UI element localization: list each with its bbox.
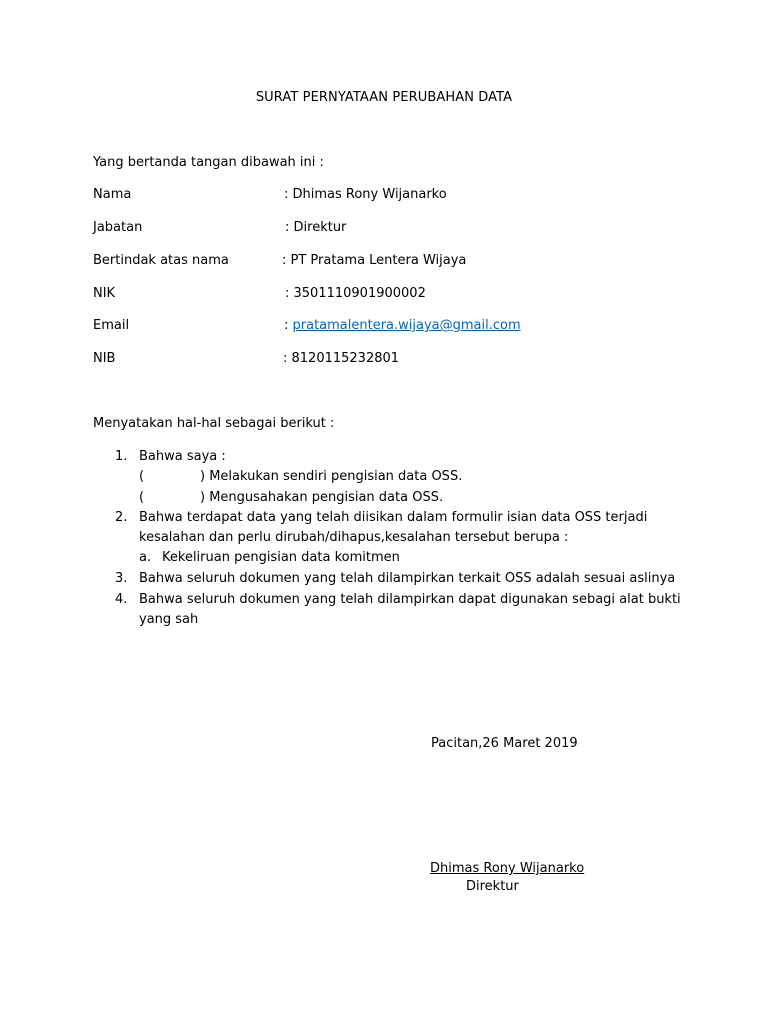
- field-label-email: Email: [93, 318, 130, 333]
- list-item-2-line2: kesalahan dan perlu dirubah/dihapus,kesalahan tersebut berupa :: [139, 530, 569, 545]
- sub-item-a-letter: a.: [139, 550, 152, 565]
- list-item-4-number: 4.: [115, 592, 128, 607]
- list-item-3-text: Bahwa seluruh dokumen yang telah dilampirkan terkait OSS adalah sesuai aslinya: [139, 571, 676, 586]
- option-2-text: ) Mengusahakan pengisian data OSS.: [200, 490, 444, 505]
- option-2-paren: (: [139, 490, 145, 505]
- signer-title: Direktur: [466, 879, 519, 894]
- list-item-1-text: Bahwa saya :: [139, 449, 226, 464]
- sub-item-a-text: Kekeliruan pengisian data komitmen: [162, 550, 400, 565]
- intro-text: Yang bertanda tangan dibawah ini :: [93, 155, 324, 170]
- list-item-2-line1: Bahwa terdapat data yang telah diisikan dalam formulir isian data OSS terjadi: [139, 510, 648, 525]
- field-value-nik: : 3501110901900002: [285, 286, 426, 301]
- field-label-nama: Nama: [93, 187, 132, 202]
- statement-heading: Menyatakan hal-hal sebagai berikut :: [93, 416, 335, 431]
- document-title: SURAT PERNYATAAN PERUBAHAN DATA: [255, 90, 513, 105]
- list-item-4-line1: Bahwa seluruh dokumen yang telah dilampirkan dapat digunakan sebagi alat bukti: [139, 592, 681, 607]
- option-1-text: ) Melakukan sendiri pengisian data OSS.: [200, 469, 463, 484]
- email-link[interactable]: pratamalentera.wijaya@gmail.com: [292, 318, 521, 333]
- field-value-jabatan: : Direktur: [285, 220, 347, 235]
- signer-name: Dhimas Rony Wijanarko: [430, 861, 585, 876]
- field-label-nib: NIB: [93, 351, 116, 366]
- field-value-email: [284, 317, 521, 334]
- option-1-paren: (: [139, 469, 145, 484]
- field-label-jabatan: Jabatan: [93, 220, 143, 235]
- email-colon: :: [284, 318, 293, 333]
- field-label-nik: NIK: [93, 286, 116, 301]
- field-label-bertindak: Bertindak atas nama: [93, 253, 229, 268]
- field-value-nib: : 8120115232801: [283, 351, 400, 366]
- list-item-3-number: 3.: [115, 571, 128, 586]
- list-item-1-number: 1.: [115, 449, 128, 464]
- list-item-2-number: 2.: [115, 510, 128, 525]
- place-date: Pacitan,26 Maret 2019: [431, 736, 578, 751]
- field-value-nama: : Dhimas Rony Wijanarko: [284, 187, 447, 202]
- field-value-bertindak: : PT Pratama Lentera Wijaya: [282, 253, 467, 268]
- list-item-4-line2: yang sah: [139, 612, 199, 627]
